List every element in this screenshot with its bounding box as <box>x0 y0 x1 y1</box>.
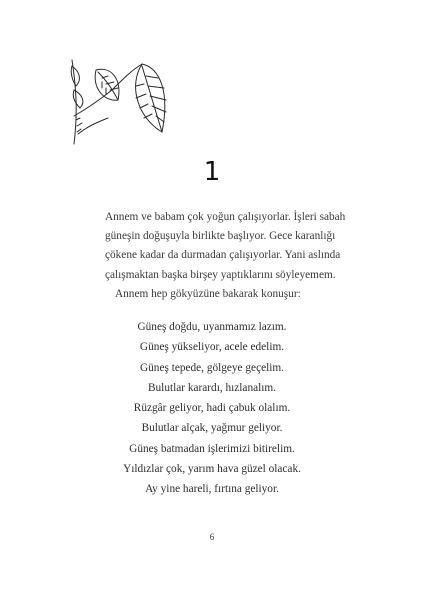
prose-line: güneşin doğuşuyla birlikte başlıyor. Gece karanlığı <box>105 230 336 243</box>
poem-line: Bulutlar alçak, yağmur geliyor. <box>141 422 283 435</box>
prose-line: çökene kadar da durmadan çalışıyorlar. Yani aslında <box>105 249 341 262</box>
prose-line: çalışmaktan başka birşey yaptıklarını söyleyemem. <box>105 268 336 281</box>
page-number: 6 <box>209 532 215 542</box>
prose-paragraph <box>105 208 355 304</box>
poem-line: Ay yine hareli, fırtına geliyor. <box>145 483 279 496</box>
chapter-number: 1 <box>203 157 221 187</box>
poem-line: Güneş doğdu, uyanmamız lazım. <box>137 321 287 333</box>
poem-line: Güneş yükseliyor, acele edelim. <box>139 341 285 354</box>
leaf-branch-illustration <box>68 56 188 146</box>
poem-line: Güneş tepede, gölgeye geçelim. <box>140 361 284 374</box>
poem-line: Yıldızlar çok, yarım hava güzel olacak. <box>123 463 301 476</box>
prose-line: Annem ve babam çok yoğun çalışıyorlar. İşleri sabah <box>105 211 346 223</box>
poem <box>0 317 424 500</box>
poem-line: Güneş batmadan işlerimizi bitirelim. <box>129 442 295 455</box>
prose-line: Annem hep gökyüzüne bakarak konuşur: <box>115 287 301 300</box>
poem-line: Rüzgâr geliyor, hadi çabuk olalım. <box>133 402 291 415</box>
poem-line: Bulutlar karardı, hızlanalım. <box>148 381 276 394</box>
